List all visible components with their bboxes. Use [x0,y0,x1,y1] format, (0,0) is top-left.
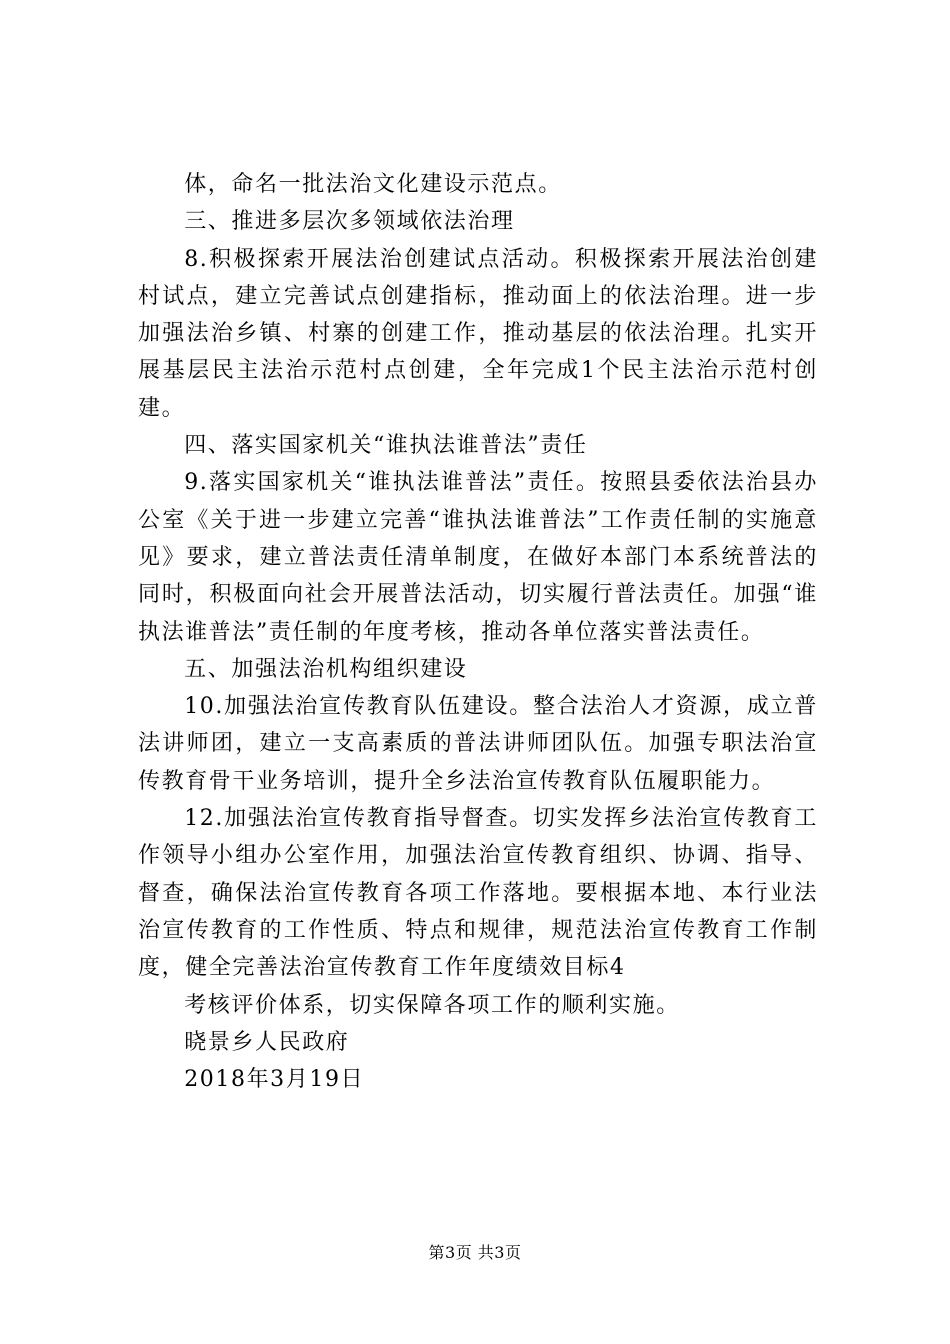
paragraph-continuation: 体，命名一批法治文化建设示范点。 [184,172,562,197]
section-heading-4: 四、落实国家机关“谁执法谁普法”责任 [184,433,588,459]
section-heading-3: 三、推进多层次多领域依法治理 [184,209,515,235]
paragraph-item-10: 10.加强法治宣传教育队伍建设。整合法治人才资源，成立普法讲师团，建立一支高素质的普法讲师团队伍。加强专职法治宣传教育骨干业务培训，提升全乡法治宣传教育队伍履职能力。 [138,694,818,794]
signature-organization: 晓景乡人民政府 [184,1029,350,1055]
page-footer: 第3页 共3页 [428,1243,522,1262]
section-heading-5: 五、加强法治机构组织建设 [184,656,468,682]
paragraph-item-8: 8.积极探索开展法治创建试点活动。积极探索开展法治创建村试点，建立完善试点创建指标，推动面上的依法治理。进一步加强法治乡镇、村寨的创建工作，推动基层的依法治理。扎实开展基层民主法治示范村点创建，全年完成1个民主法治示范村创建。 [138,246,818,421]
paragraph-continuation-2: 考核评价体系，切实保障各项工作的顺利实施。 [184,992,680,1018]
document-body [138,166,818,1098]
signature-date: 2018年3月19日 [184,1067,365,1093]
paragraph-item-12: 12.加强法治宣传教育指导督查。切实发挥乡法治宣传教育工作领导小组办公室作用，加强法治宣传教育组织、协调、指导、督查，确保法治宣传教育各项工作落地。要根据本地、本行业法治宣传教育的工作性质、特点和规律，规范法治宣传教育工作制度，健全完善法治宣传教育工作年度绩效目标4 [138,806,818,981]
paragraph-item-9: 9.落实国家机关“谁执法谁普法”责任。按照县委依法治县办公室《关于进一步建立完善“谁执法谁普法”工作责任制的实施意见》要求，建立普法责任清单制度，在做好本部门本系统普法的同时，积极面向社会开展普法活动，切实履行普法责任。加强“谁执法谁普法”责任制的年度考核，推动各单位落实普法责任。 [138,470,818,645]
